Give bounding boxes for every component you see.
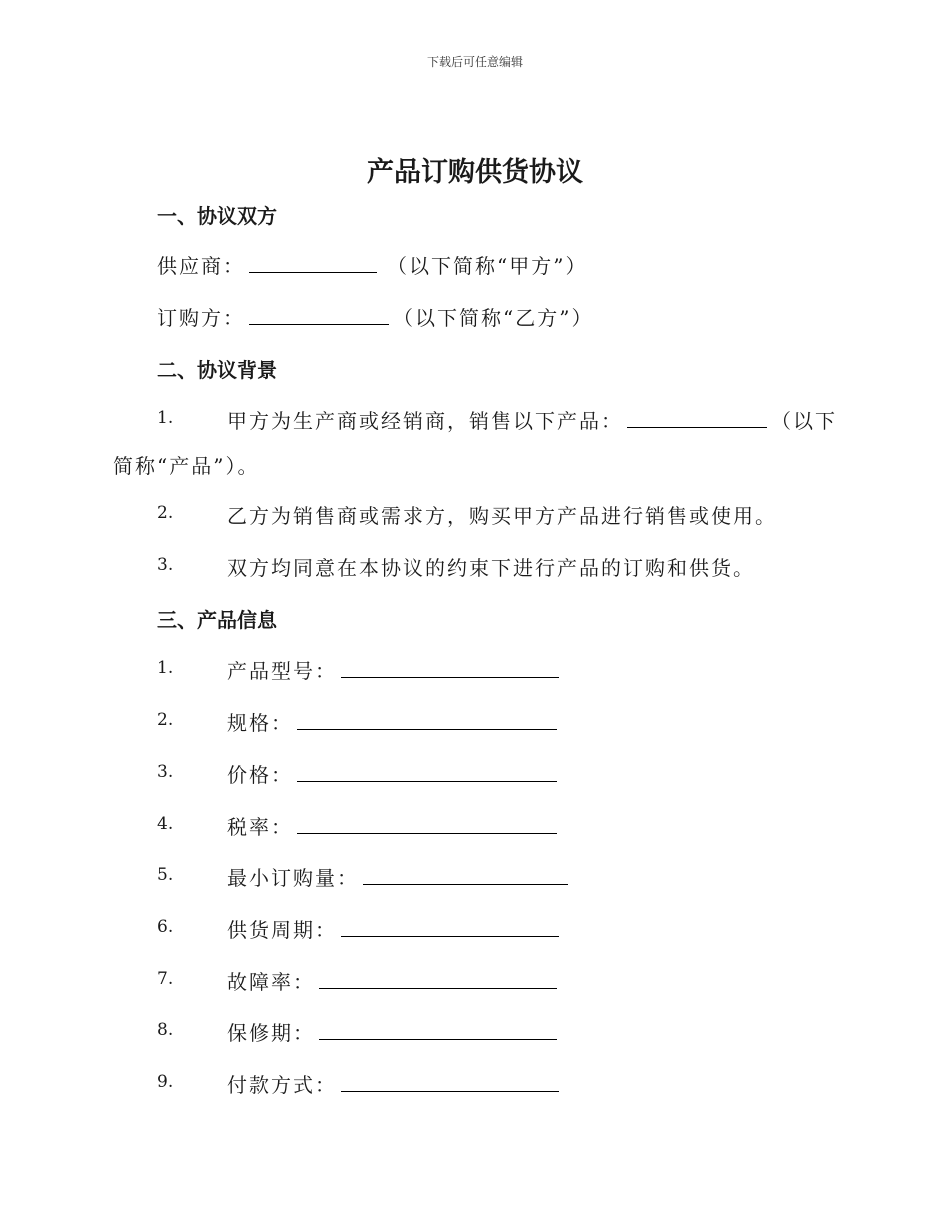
list-item-number: 2. <box>157 503 174 523</box>
background-item-3: 双方均同意在本协议的约束下进行产品的订购和供货。 <box>227 556 755 580</box>
background-item-1-suffix: （以下 <box>771 409 837 433</box>
background-item-1-continuation: 简称“产品”）。 <box>113 454 260 478</box>
field-warranty <box>227 1017 561 1046</box>
field-product-model <box>227 655 563 684</box>
background-item-1 <box>227 405 837 434</box>
price-blank[interactable] <box>297 761 557 782</box>
supplier-blank[interactable] <box>249 252 377 273</box>
min-order-qty-blank[interactable] <box>363 864 568 885</box>
document-title: 产品订购供货协议 <box>367 157 583 188</box>
supply-cycle-blank[interactable] <box>341 916 559 937</box>
list-item-number: 3. <box>157 762 174 782</box>
section-heading-parties: 一、协议双方 <box>157 204 277 228</box>
list-item-number: 3. <box>157 555 174 575</box>
specification-blank[interactable] <box>297 709 557 730</box>
field-payment-method <box>227 1069 563 1098</box>
buyer-label: 订购方： <box>157 306 245 330</box>
buyer-line <box>157 302 593 331</box>
failure-rate-blank[interactable] <box>319 968 557 989</box>
supplier-line <box>157 250 587 279</box>
list-item-number: 5. <box>157 865 174 885</box>
buyer-suffix: （以下简称“乙方”） <box>393 306 594 330</box>
field-tax-rate <box>227 811 561 840</box>
list-item-number: 7. <box>157 969 174 989</box>
supplier-label: 供应商： <box>157 254 245 278</box>
field-label: 规格： <box>227 711 293 735</box>
field-price <box>227 759 561 788</box>
field-failure-rate <box>227 966 561 995</box>
payment-method-blank[interactable] <box>341 1071 559 1092</box>
field-label: 产品型号： <box>227 659 337 683</box>
product-name-blank[interactable] <box>627 407 767 428</box>
buyer-blank[interactable] <box>249 304 389 325</box>
list-item-number: 1. <box>157 658 174 678</box>
field-label: 税率： <box>227 815 293 839</box>
page-header-note: 下载后可任意编辑 <box>426 55 523 69</box>
field-label: 价格： <box>227 763 293 787</box>
field-supply-cycle <box>227 914 563 943</box>
product-model-blank[interactable] <box>341 657 559 678</box>
list-item-number: 4. <box>157 814 174 834</box>
field-label: 供货周期： <box>227 918 337 942</box>
list-item-number: 8. <box>157 1020 174 1040</box>
list-item-number: 9. <box>157 1072 174 1092</box>
section-heading-background: 二、协议背景 <box>157 358 277 382</box>
list-item-number: 2. <box>157 710 174 730</box>
section-heading-product-info: 三、产品信息 <box>157 608 277 632</box>
list-item-number: 6. <box>157 917 174 937</box>
field-label: 保修期： <box>227 1021 315 1045</box>
field-label: 最小订购量： <box>227 866 359 890</box>
field-label: 故障率： <box>227 970 315 994</box>
field-specification <box>227 707 561 736</box>
tax-rate-blank[interactable] <box>297 813 557 834</box>
field-label: 付款方式： <box>227 1073 337 1097</box>
warranty-blank[interactable] <box>319 1019 557 1040</box>
supplier-suffix: （以下简称“甲方”） <box>387 254 588 278</box>
field-min-order-qty <box>227 862 572 891</box>
list-item-number: 1. <box>157 408 174 428</box>
background-item-1-text: 甲方为生产商或经销商，销售以下产品： <box>227 409 623 433</box>
background-item-2: 乙方为销售商或需求方，购买甲方产品进行销售或使用。 <box>227 504 777 528</box>
